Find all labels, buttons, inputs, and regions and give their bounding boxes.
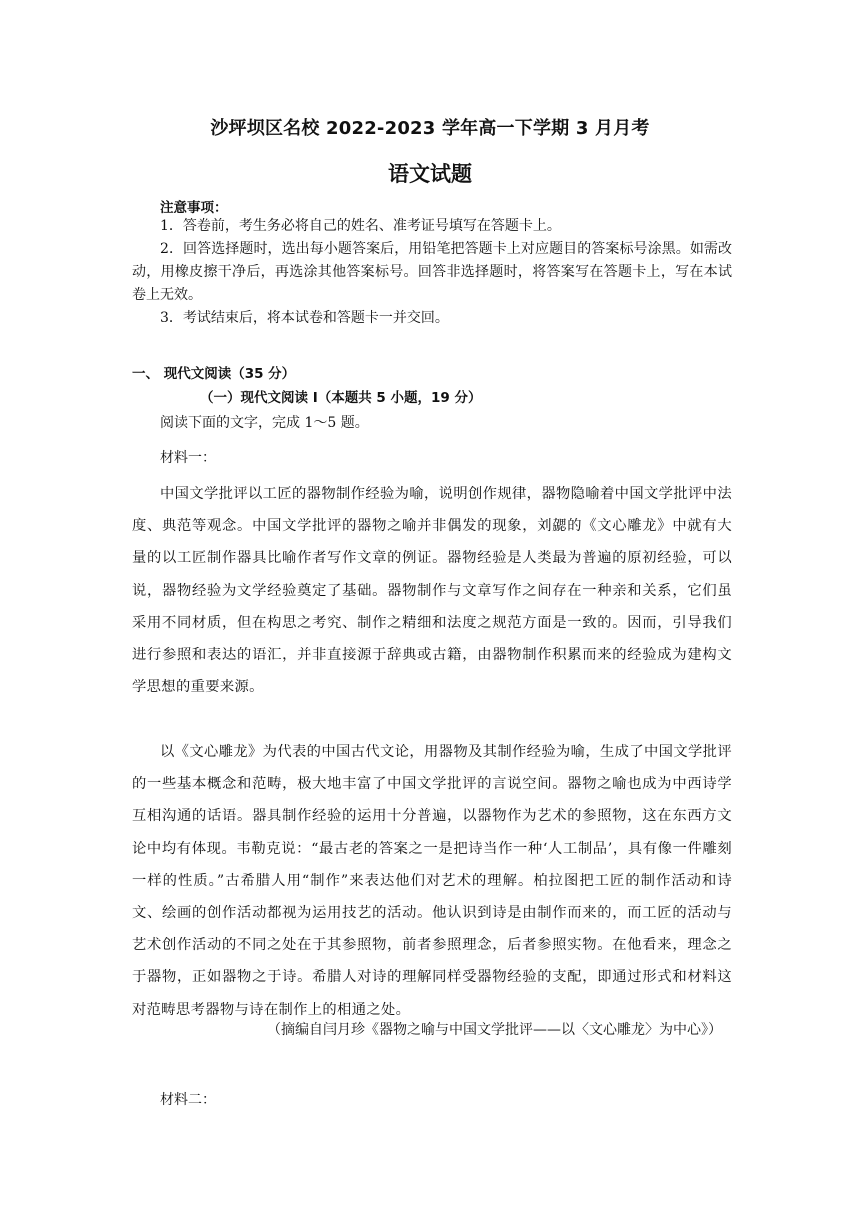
- exam-title: 沙坪坝区名校 2022-2023 学年高一下学期 3 月月考: [210, 118, 650, 139]
- exam-subject-title: 语文试题: [388, 162, 472, 186]
- notice-item-1: 1．答卷前，考生务必将自己的姓名、准考证号填写在答题卡上。: [160, 218, 561, 234]
- section-heading: 一、 现代文阅读（35 分）: [132, 366, 296, 382]
- material-1-paragraph-1: 中国文学批评以工匠的器物制作经验为喻，说明创作规律，器物隐喻着中国文学批评中法度、典范等观念。中国文学批评的器物之喻并非偶发的现象，刘勰的《文心雕龙》中就有大量的以工匠制作器具比喻作者写作文章的例证。器物经验是人类最为普遍的原初经验，可以说，器物经验为文学经验奠定了基础。器物制作与文章写作之间存在一种亲和关系，它们虽采用不同材质，但在构思之考究、制作之精细和法度之规范方面是一致的。因而，引导我们进行参照和表达的语汇，并非直接源于辞典或古籍，由器物制作积累而来的经验成为建构文学思想的重要来源。: [132, 486, 732, 696]
- notice-item-3: 3．考试结束后，将本试卷和答题卡一并交回。: [160, 310, 449, 326]
- material-1-paragraph-2: 以《文心雕龙》为代表的中国古代文论，用器物及其制作经验为喻，生成了中国文学批评的一些基本概念和范畴，极大地丰富了中国文学批评的言说空间。器物之喻也成为中西诗学互相沟通的话语。器具制作经验的运用十分普遍，以器物作为艺术的参照物，这在东西方文论中均有体现。韦勒克说：“最古老的答案之一是把诗当作一种‘人工制品’，具有像一件雕刻一样的性质。”古希腊人用“制作”来表达他们对艺术的理解。柏拉图把工匠的制作活动和诗文、绘画的创作活动都视为运用技艺的活动。他认识到诗是由制作而来的，而工匠的活动与艺术创作活动的不同之处在于其参照物，前者参照理念，后者参照实物。在他看来，理念之于器物，正如器物之于诗。希腊人对诗的理解同样受器物经验的支配，即通过形式和材料这对范畴思考器物与诗在制作上的相通之处。: [132, 744, 732, 1018]
- reading-instruction: 阅读下面的文字，完成 1～5 题。: [160, 415, 369, 431]
- notice-heading: 注意事项：: [160, 200, 228, 216]
- notice-item-2: 2．回答选择题时，选出每小题答案后，用铅笔把答题卡上对应题目的答案标号涂黑。如需改动，用橡皮擦干净后，再选涂其他答案标号。回答非选择题时，将答案写在答题卡上，写在本试卷上无效。: [132, 241, 732, 303]
- source-citation: （摘编自闫月珍《器物之喻与中国文学批评——以〈文心雕龙〉为中心》）: [267, 1022, 722, 1038]
- subsection-heading: （一）现代文阅读 I（本题共 5 小题，19 分）: [200, 390, 482, 406]
- material-2-label: 材料二：: [160, 1092, 216, 1108]
- material-1-label: 材料一：: [160, 450, 216, 466]
